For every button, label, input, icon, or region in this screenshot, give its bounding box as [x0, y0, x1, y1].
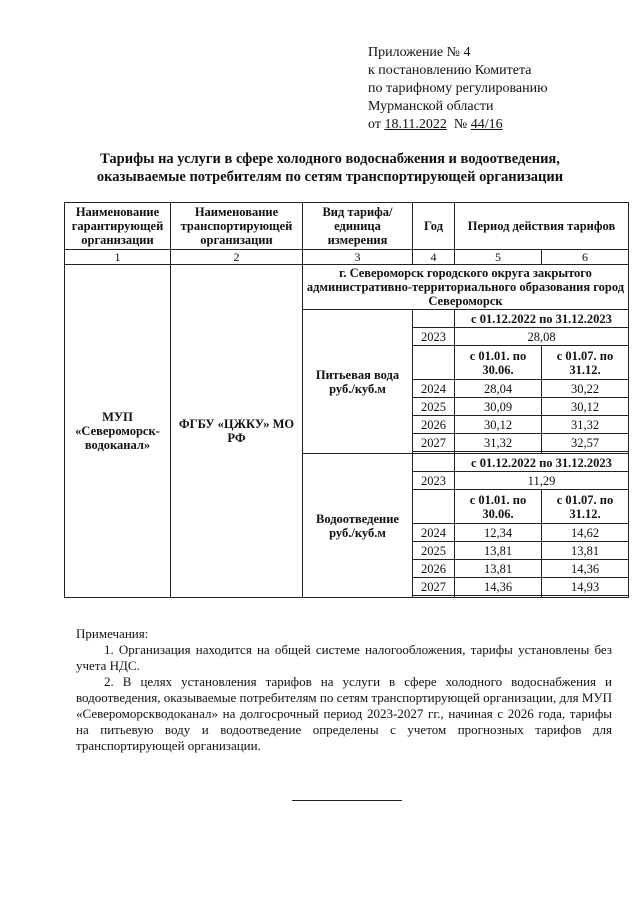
region-cell: г. Североморск городского округа закрытого административно-территориального образования город Североморск: [303, 265, 629, 310]
header-guaranteeing-org: Наименование гарантирующей организации: [65, 203, 171, 250]
date-prefix: от: [368, 117, 385, 132]
column-number: 5: [455, 250, 542, 265]
year-cell: 2023: [413, 472, 455, 490]
value-cell: 13,81: [455, 542, 542, 560]
empty-cell: [542, 596, 629, 598]
year-cell: 2026: [413, 416, 455, 434]
table-header-row: [65, 203, 629, 250]
header-year: Год: [413, 203, 455, 250]
empty-cell: [413, 310, 455, 328]
value-cell: 30,22: [542, 380, 629, 398]
year-cell: 2027: [413, 578, 455, 596]
value-cell: 14,93: [542, 578, 629, 596]
half-year-2-header: с 01.07. по 31.12.: [542, 346, 629, 380]
resolution-number: 44/16: [470, 117, 503, 132]
appendix-line-3: по тарифному регулированию: [368, 81, 548, 96]
value-cell: 14,62: [542, 524, 629, 542]
header-period: Период действия тарифов: [455, 203, 629, 250]
signature-line: [292, 800, 402, 801]
title-line-1: Тарифы на услуги в сфере холодного водоснабжения и водоотведения,: [100, 151, 560, 167]
column-number: 2: [171, 250, 303, 265]
year-cell: 2024: [413, 524, 455, 542]
value-cell: 14,36: [455, 578, 542, 596]
tariff-table: [64, 202, 629, 598]
appendix-line-2: к постановлению Комитета: [368, 63, 532, 78]
tariff-type-cell: Водоотведение руб./куб.м: [303, 454, 413, 598]
value-cell: 13,81: [542, 542, 629, 560]
header-transporting-org: Наименование транспортирующей организации: [171, 203, 303, 250]
title-line-2: оказываемые потребителям по сетям транспортирующей организации: [96, 169, 564, 185]
note-item-1: 1. Организация находится на общей системе налогообложения, тарифы установлены без учета НДС.: [76, 642, 612, 673]
resolution-date: 18.11.2022: [384, 117, 447, 132]
value-cell: 32,57: [542, 434, 629, 452]
transporting-org-cell: ФГБУ «ЦЖКУ» МО РФ: [171, 265, 303, 598]
value-cell: 31,32: [542, 416, 629, 434]
empty-cell: [413, 454, 455, 472]
value-cell: 30,12: [455, 416, 542, 434]
document-title: [60, 150, 600, 186]
column-numbers-row: [65, 250, 629, 265]
year-cell: 2023: [413, 328, 455, 346]
column-number: 3: [303, 250, 413, 265]
period-cell: с 01.12.2022 по 31.12.2023: [455, 310, 629, 328]
notes-section: [76, 626, 612, 754]
appendix-header: [368, 44, 548, 134]
empty-cell: [455, 596, 542, 598]
year-cell: 2027: [413, 434, 455, 452]
notes-heading: Примечания:: [76, 626, 149, 641]
value-cell: 30,09: [455, 398, 542, 416]
appendix-line-1: Приложение № 4: [368, 45, 471, 60]
period-cell: с 01.12.2022 по 31.12.2023: [455, 454, 629, 472]
year-cell: 2025: [413, 542, 455, 560]
tariff-type-cell: Питьевая вода руб./куб.м: [303, 310, 413, 454]
half-year-2-header: с 01.07. по 31.12.: [542, 490, 629, 524]
column-number: 1: [65, 250, 171, 265]
guaranteeing-org-cell: МУП «Североморск-водоканал»: [65, 265, 171, 598]
column-number: 6: [542, 250, 629, 265]
value-cell: 13,81: [455, 560, 542, 578]
number-prefix: №: [453, 117, 471, 132]
half-year-1-header: с 01.01. по 30.06.: [455, 346, 542, 380]
value-cell: 11,29: [455, 472, 629, 490]
region-row: [65, 265, 629, 310]
empty-cell: [413, 490, 455, 524]
value-cell: 12,34: [455, 524, 542, 542]
note-item-2: 2. В целях установления тарифов на услуги в сфере холодного водоснабжения и водоотведения, оказываемые потребителям по сетям транспортирующей организации, для МУП «Североморскводоканал» на долгосрочный период 2023-2027 гг., начиная с 2026 года, тарифы на питьевую воду и водоотведение определены с учетом прогнозных тарифов для транспортирующей организации.: [76, 674, 612, 753]
year-cell: 2025: [413, 398, 455, 416]
year-cell: 2024: [413, 380, 455, 398]
half-year-1-header: с 01.01. по 30.06.: [455, 490, 542, 524]
value-cell: 28,08: [455, 328, 629, 346]
year-cell: 2026: [413, 560, 455, 578]
appendix-date-line: [368, 116, 548, 134]
column-number: 4: [413, 250, 455, 265]
value-cell: 30,12: [542, 398, 629, 416]
value-cell: 31,32: [455, 434, 542, 452]
empty-cell: [413, 346, 455, 380]
header-tariff-type: Вид тарифа/ единица измерения: [303, 203, 413, 250]
appendix-line-4: Мурманской области: [368, 99, 494, 114]
value-cell: 14,36: [542, 560, 629, 578]
empty-cell: [413, 596, 455, 598]
value-cell: 28,04: [455, 380, 542, 398]
